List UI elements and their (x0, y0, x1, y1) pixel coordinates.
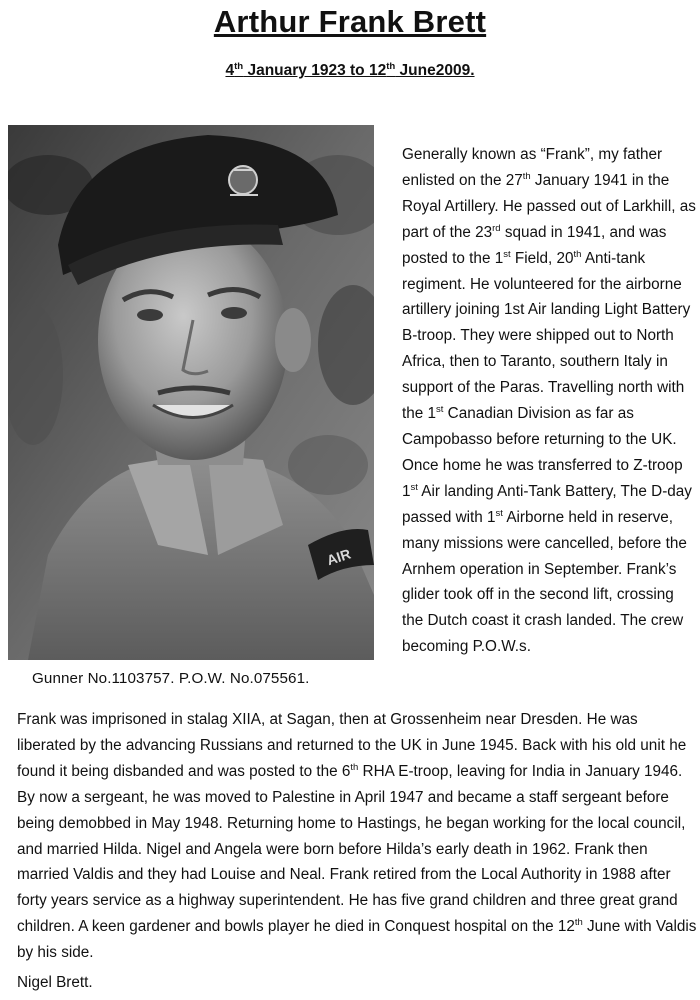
ordinal-suffix: rd (492, 222, 501, 234)
birth-day-suffix: th (234, 60, 244, 72)
side-text-run: Airborne held in reserve, many missions were cancelled, before the Arnhem operation in September. Frank’s glider took off in the second lift, crossing the Dutch coast it crash landed. The crew becoming P.O.W.s. (402, 508, 687, 656)
ordinal-suffix: th (574, 917, 583, 929)
ordinal-suffix: th (522, 170, 531, 182)
portrait-illustration (8, 125, 374, 660)
ordinal-suffix: st (410, 481, 418, 493)
side-text-run: Air landing Anti-Tank Battery, The D-day passed with 1 (402, 482, 692, 526)
date-range-text: January 1923 to 12 (243, 62, 387, 79)
author-signature: Nigel Brett. (17, 974, 93, 991)
side-text-run: Canadian Division as far as Campobasso before returning to the UK. Once home he was transferred to Z-troop 1 (402, 405, 683, 500)
side-text-run: Generally known as “Frank”, my father enlisted on the 27 (402, 146, 663, 189)
ordinal-suffix: th (350, 761, 359, 773)
main-text-run: June with Valdis by his side. (17, 918, 697, 962)
ordinal-suffix: th (573, 248, 582, 260)
ordinal-suffix: st (436, 403, 444, 415)
side-text-run: squad in 1941, and was posted to the 1 (402, 223, 667, 267)
main-text-run: Frank was imprisoned in stalag XIIA, at Sagan, then at Grossenheim near Dresden. He was liberated by the advancing Russians and returned to the UK in June 1945. Back with his old unit he found it being disbanded and was posted to the 6 (17, 711, 687, 780)
portrait-photo (8, 125, 374, 660)
birth-day: 4 (225, 62, 235, 79)
life-dates (0, 62, 700, 80)
page-title: Arthur Frank Brett (213, 4, 487, 39)
death-date-text: June2009. (395, 62, 475, 79)
side-text-run: Field, 20 (510, 249, 574, 267)
side-text-run: Anti-tank regiment. He volunteered for the airborne artillery joining 1st Air landing Light Battery B-troop. They were shipped out to North Africa, then to Taranto, southern Italy in support of the Paras. Travelling north with the 1 (402, 249, 691, 423)
photo-caption: Gunner No.1103757. P.O.W. No.075561. (32, 670, 310, 687)
side-paragraph (402, 142, 698, 660)
main-text-run: RHA E-troop, leaving for India in January 1946. By now a sergeant, he was moved to Palestine in April 1947 and became a staff sergeant before being demobbed in May 1948. Returning home to Hastings, he began working for the local council, and married Hilda. Nigel and Angela were born before Hilda’s early death in 1962. Frank then married Valdis and they had Louise and Neal. Frank retired from the Local Authority in 1988 after forty years service as a highway superintendent. He has five grand children and three great grand children. A keen gardener and bowls player he died in Conquest hospital on the 12 (17, 762, 686, 936)
ordinal-suffix: st (503, 248, 511, 260)
ordinal-suffix: st (495, 507, 503, 519)
death-day-suffix: th (386, 60, 396, 72)
svg-text:AIR: AIR (324, 545, 353, 569)
side-text-run: January 1941 in the Royal Artillery. He passed out of Larkhill, as part of the 23 (402, 171, 696, 241)
main-paragraph (17, 707, 697, 966)
